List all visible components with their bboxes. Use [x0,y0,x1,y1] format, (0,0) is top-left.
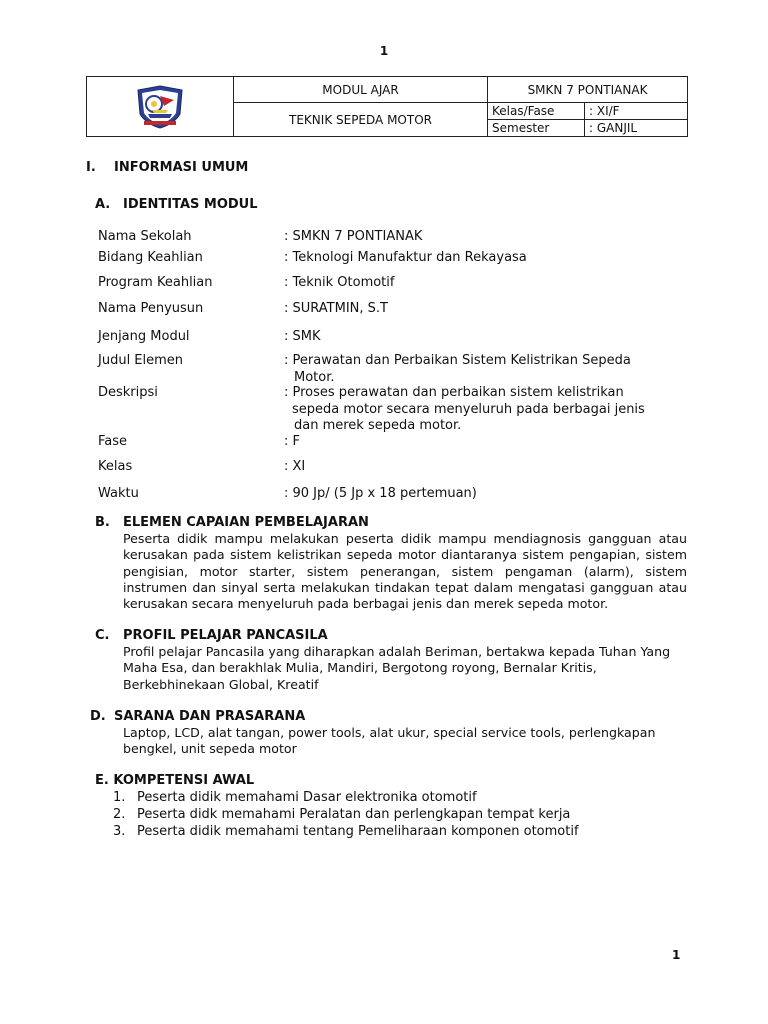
section-number: D. [90,709,106,724]
section-e-heading: E. KOMPETENSI AWAL [95,773,255,788]
list-item-number: 3. [113,824,126,839]
identity-value-line: Motor. [294,369,335,385]
list-item-text: Peserta didk memahami Peralatan dan perlengkapan tempat kerja [137,807,571,822]
identity-value-line: : Proses perawatan dan perbaikan sistem kelistrikan [284,385,624,400]
section-title: INFORMASI UMUM [114,160,249,175]
section-title: SARANA DAN PRASARANA [114,709,306,724]
section-title: IDENTITAS MODUL [123,197,258,212]
section-number: A. [95,197,111,212]
section-c-text: Profil pelajar Pancasila yang diharapkan adalah Beriman, bertakwa kepada Tuhan Yang Maha Esa, dan berakhlak Mulia, Mandiri, Bergotong royong, Bernalar Kritis, Berkebhinekaan Global, Kreatif [123,644,671,692]
section-i-heading [86,160,248,175]
section-b-heading [95,515,369,530]
identity-value: : SMK [284,329,321,344]
identity-label: Judul Elemen [98,353,184,368]
identity-value-line: sepeda motor secara menyeluruh pada berbagai jenis [292,401,645,417]
section-number: I. [86,160,96,175]
identity-value: : 90 Jp/ (5 Jp x 18 pertemuan) [284,486,477,501]
list-item-text: Peserta didik memahami tentang Pemeliharaan komponen otomotif [137,824,579,839]
section-c-heading [95,628,328,643]
page-number-bottom: 1 [672,948,681,962]
identity-value: : SURATMIN, S.T [284,301,388,316]
identity-label: Program Keahlian [98,275,213,290]
identity-label: Bidang Keahlian [98,250,203,265]
list-item-number: 2. [113,807,126,822]
section-number: C. [95,628,110,643]
school-emblem-icon [134,84,186,130]
section-title: PROFIL PELAJAR PANCASILA [123,628,328,643]
identity-value-line: dan merek sepeda motor. [294,418,462,433]
list-item [113,824,579,841]
identity-label: Jenjang Modul [98,329,190,344]
identity-value: : F [284,434,300,449]
list-item [113,807,570,824]
list-item-number: 1. [113,790,126,805]
kelas-value: : XI/F [585,103,687,120]
section-d-heading [90,709,305,724]
identity-value: : Teknik Otomotif [284,275,395,290]
school-name: SMKN 7 PONTIANAK [488,77,687,103]
identity-value: : SMKN 7 PONTIANAK [284,229,423,244]
identity-label: Kelas [98,459,133,474]
section-number: B. [95,515,110,530]
list-item [113,790,477,807]
identity-label: Nama Penyusun [98,301,204,316]
identity-value: : XI [284,459,306,474]
identity-value [284,385,684,435]
semester-label: Semester [488,120,585,136]
identity-label: Waktu [98,486,139,501]
identity-value-line: : Perawatan dan Perbaikan Sistem Kelistrikan Sepeda [284,353,631,368]
kelas-label: Kelas/Fase [488,103,585,120]
list-item-text: Peserta didik memahami Dasar elektronika otomotif [137,790,477,805]
identity-label: Fase [98,434,128,449]
modul-ajar-label: MODUL AJAR [234,77,488,103]
page-number-top: 1 [379,44,389,58]
header-table [86,76,688,137]
section-d-text: Laptop, LCD, alat tangan, power tools, alat ukur, special service tools, perlengkapan bengkel, unit sepeda motor [123,725,656,757]
section-a-heading [95,197,258,212]
identity-label: Deskripsi [98,385,158,400]
identity-value: : Teknologi Manufaktur dan Rekayasa [284,250,527,265]
identity-value [284,353,684,386]
subject-name: TEKNIK SEPEDA MOTOR [234,103,488,136]
section-title: ELEMEN CAPAIAN PEMBELAJARAN [123,515,369,530]
section-b-text: Peserta didik mampu melakukan peserta didik mampu mendiagnosis gangguan atau kerusakan pada sistem kelistrikan sepeda motor diantaranya sistem pengapian, sistem pengisian, motor starter, sistem penerangan, sistem pengaman (alarm), sistem instrumen dan sinyal serta melakukan tindakan tepat dalam mengatasi gangguan atau kerusakan secara menyeluruh pada berbagai jenis dan merek sepeda motor. [123,531,687,612]
identity-label: Nama Sekolah [98,229,192,244]
logo-cell [87,77,234,136]
semester-value: : GANJIL [589,121,638,135]
